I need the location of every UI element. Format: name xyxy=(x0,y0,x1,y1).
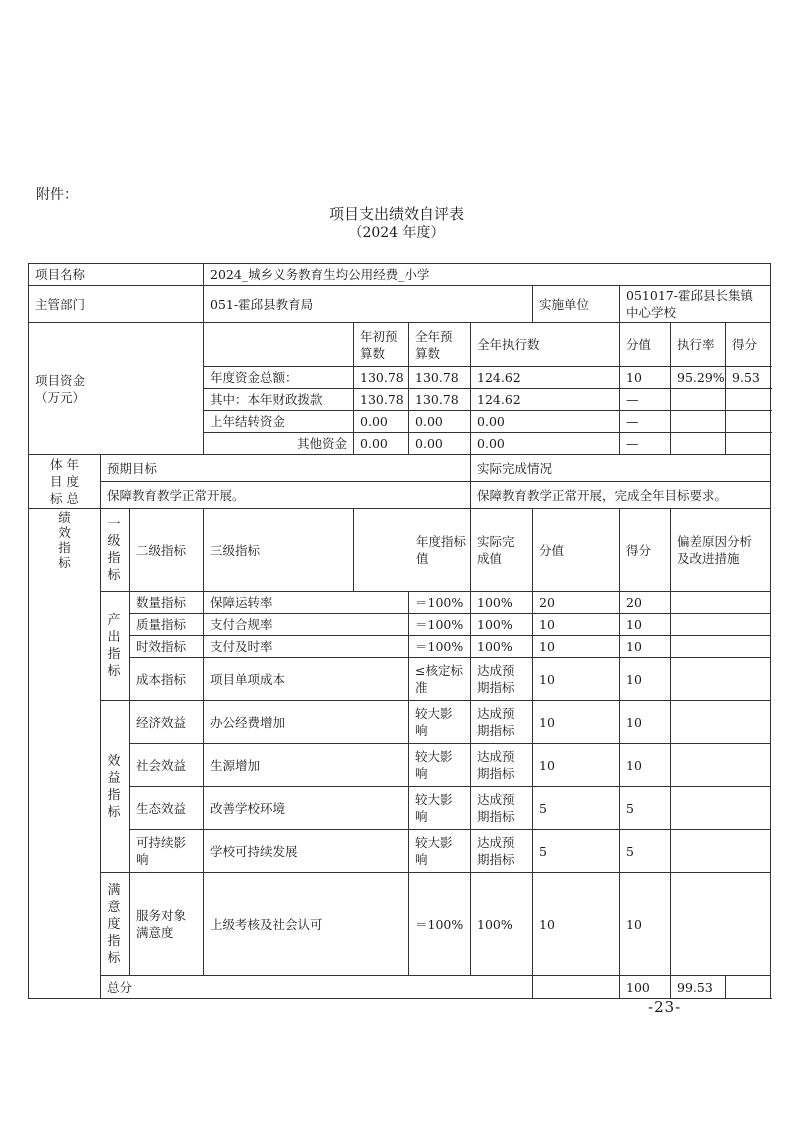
funds-row-score-value: — xyxy=(620,433,671,455)
funds-row-score xyxy=(726,433,771,455)
funds-row-executed: 0.00 xyxy=(471,433,620,455)
score-value-cell: 10 xyxy=(533,636,620,658)
project-name-label: 项目名称 xyxy=(29,264,204,286)
score-value-cell: 5 xyxy=(533,830,620,873)
funds-row-executed: 124.62 xyxy=(471,367,620,389)
indicators-label-text: 绩效指标 xyxy=(58,510,71,570)
score-cell: 10 xyxy=(620,614,671,636)
document-subtitle: （2024 年度） xyxy=(348,225,445,241)
actual-cell: 达成预期指标 xyxy=(471,701,533,744)
score-header: 得分 xyxy=(620,509,671,592)
funds-header-rate: 执行率 xyxy=(671,323,726,367)
actual-cell: 达成预期指标 xyxy=(471,787,533,830)
funds-row-initial: 130.78 xyxy=(354,389,409,411)
level3-cell: 上级考核及社会认可 xyxy=(204,873,409,976)
level3-cell: 办公经费增加 xyxy=(204,701,409,744)
deviation-cell xyxy=(671,830,771,873)
score-value-cell: 10 xyxy=(533,744,620,787)
score-value-cell: 10 xyxy=(533,614,620,636)
impl-label: 实施单位 xyxy=(533,286,620,323)
funds-label-line1: 项目资金 xyxy=(35,372,86,388)
score-cell: 10 xyxy=(620,701,671,744)
deviation-cell xyxy=(671,787,771,830)
funds-header-annual: 全年预算数 xyxy=(409,323,471,367)
deviation-cell xyxy=(671,592,771,614)
level1-header: 一级指标 xyxy=(101,509,130,592)
funds-header-executed: 全年执行数 xyxy=(471,323,620,367)
page-number: -23- xyxy=(648,998,682,1016)
dept-label: 主管部门 xyxy=(29,286,204,323)
funds-row-rate: 95.29% xyxy=(671,367,726,389)
funds-row-annual: 130.78 xyxy=(409,389,471,411)
funds-label xyxy=(29,323,204,455)
actual-cell: 100% xyxy=(471,614,533,636)
funds-header-score-value: 分值 xyxy=(620,323,671,367)
goals-expected-header: 预期目标 xyxy=(101,455,471,482)
funds-row-initial: 0.00 xyxy=(354,433,409,455)
funds-row-annual: 0.00 xyxy=(409,433,471,455)
target-cell: 较大影响 xyxy=(409,701,471,744)
target-cell: 较大影响 xyxy=(409,787,471,830)
level2-cell: 时效指标 xyxy=(130,636,204,658)
funds-row-executed: 124.62 xyxy=(471,389,620,411)
target-cell: 较大影响 xyxy=(409,744,471,787)
funds-row-name: 其他资金 xyxy=(204,433,354,455)
actual-cell: 100% xyxy=(471,873,533,976)
deviation-header: 偏差原因分析及改进措施 xyxy=(671,509,771,592)
goals-label-line2: 目 度 xyxy=(49,474,79,489)
funds-row-rate xyxy=(671,411,726,433)
level2-cell: 社会效益 xyxy=(130,744,204,787)
funds-row-score-value: — xyxy=(620,389,671,411)
department-row xyxy=(29,286,771,323)
funds-row-score xyxy=(726,411,771,433)
level3-cell: 学校可持续发展 xyxy=(204,830,409,873)
level2-cell: 生态效益 xyxy=(130,787,204,830)
indicator-row xyxy=(29,614,771,636)
score-cell: 5 xyxy=(620,830,671,873)
indicator-row xyxy=(29,787,771,830)
target-cell: ＝100% xyxy=(409,873,471,976)
funds-row-score-value: 10 xyxy=(620,367,671,389)
score-cell: 20 xyxy=(620,592,671,614)
level2-cell: 质量指标 xyxy=(130,614,204,636)
actual-cell: 100% xyxy=(471,636,533,658)
level3-cell: 支付合规率 xyxy=(204,614,409,636)
target-cell: ＝100% xyxy=(409,592,471,614)
actual-cell: 达成预期指标 xyxy=(471,658,533,701)
indicator-row xyxy=(29,830,771,873)
impl-value: 051017-霍邱县长集镇中心学校 xyxy=(620,286,771,323)
funds-row-annual: 0.00 xyxy=(409,411,471,433)
score-value-cell: 10 xyxy=(533,873,620,976)
total-label: 总分 xyxy=(101,976,533,999)
deviation-cell xyxy=(671,873,771,976)
document-title: 项目支出绩效自评表 xyxy=(328,205,464,223)
funds-row-annual: 130.78 xyxy=(409,367,471,389)
total-row xyxy=(29,976,771,999)
indicators-header-row xyxy=(29,509,771,592)
indicator-row xyxy=(29,658,771,701)
goals-actual-header: 实际完成情况 xyxy=(471,455,771,482)
funds-row-name: 其中：本年财政拨款 xyxy=(204,389,354,411)
indicator-row xyxy=(29,701,771,744)
score-cell: 10 xyxy=(620,658,671,701)
score-value-header: 分值 xyxy=(533,509,620,592)
deviation-cell xyxy=(671,701,771,744)
score-value-cell: 10 xyxy=(533,658,620,701)
target-cell: ＝100% xyxy=(409,614,471,636)
funds-row-name: 上年结转资金 xyxy=(204,411,354,433)
funds-header-score: 得分 xyxy=(726,323,771,367)
level1-cell: 满意度指标 xyxy=(101,873,130,976)
score-cell: 5 xyxy=(620,787,671,830)
total-blank xyxy=(533,976,620,999)
indicator-row xyxy=(29,744,771,787)
level3-cell: 保障运转率 xyxy=(204,592,409,614)
project-name-row xyxy=(29,264,771,286)
total-score-value: 100 xyxy=(620,976,671,999)
score-cell: 10 xyxy=(620,744,671,787)
funds-header-row xyxy=(29,323,771,367)
goals-label-line1: 体 年 xyxy=(49,457,79,472)
level3-cell: 支付及时率 xyxy=(204,636,409,658)
total-score: 99.53 xyxy=(671,976,726,999)
actual-cell: 达成预期指标 xyxy=(471,830,533,873)
funds-row-score: 9.53 xyxy=(726,367,771,389)
score-value-cell: 10 xyxy=(533,701,620,744)
performance-table xyxy=(28,263,771,999)
deviation-cell xyxy=(671,636,771,658)
deviation-cell xyxy=(671,614,771,636)
funds-header-blank xyxy=(204,323,354,367)
indicator-row xyxy=(29,592,771,614)
funds-header-initial: 年初预算数 xyxy=(354,323,409,367)
funds-row-initial: 0.00 xyxy=(354,411,409,433)
level2-cell: 可持续影响 xyxy=(130,830,204,873)
goals-expected-value: 保障教育教学正常开展。 xyxy=(101,482,471,509)
funds-label-line2: （万元） xyxy=(35,389,86,405)
goals-actual-value: 保障教育教学正常开展，完成全年目标要求。 xyxy=(471,482,771,509)
level2-cell: 服务对象满意度 xyxy=(130,873,204,976)
actual-cell: 100% xyxy=(471,592,533,614)
target-cell: ＝100% xyxy=(409,636,471,658)
funds-row-score-value: — xyxy=(620,411,671,433)
goals-label xyxy=(29,455,101,509)
level1-cell: 产出指标 xyxy=(101,592,130,701)
indicator-row xyxy=(29,873,771,976)
indicators-label xyxy=(29,509,101,999)
target-cell: ≤核定标准 xyxy=(409,658,471,701)
level3-header: 三级指标 xyxy=(204,509,354,592)
goals-header-row xyxy=(29,455,771,482)
target-header: 年度指标值 xyxy=(354,509,471,592)
deviation-cell xyxy=(671,744,771,787)
level2-cell: 数量指标 xyxy=(130,592,204,614)
goals-value-row xyxy=(29,482,771,509)
dept-value: 051-霍邱县教育局 xyxy=(204,286,533,323)
score-value-cell: 20 xyxy=(533,592,620,614)
indicator-row xyxy=(29,636,771,658)
score-cell: 10 xyxy=(620,873,671,976)
funds-row-score xyxy=(726,389,771,411)
level3-cell: 项目单项成本 xyxy=(204,658,409,701)
total-deviation xyxy=(726,976,771,999)
level3-cell: 生源增加 xyxy=(204,744,409,787)
funds-row-initial: 130.78 xyxy=(354,367,409,389)
score-value-cell: 5 xyxy=(533,787,620,830)
funds-row-executed: 0.00 xyxy=(471,411,620,433)
level2-cell: 经济效益 xyxy=(130,701,204,744)
funds-row-name: 年度资金总额： xyxy=(204,367,354,389)
attachment-label: 附件： xyxy=(36,187,78,203)
actual-cell: 达成预期指标 xyxy=(471,744,533,787)
deviation-cell xyxy=(671,658,771,701)
funds-row-rate xyxy=(671,433,726,455)
project-name-value: 2024_城乡义务教育生均公用经费_小学 xyxy=(204,264,771,286)
level2-cell: 成本指标 xyxy=(130,658,204,701)
funds-row-rate xyxy=(671,389,726,411)
score-cell: 10 xyxy=(620,636,671,658)
level3-cell: 改善学校环境 xyxy=(204,787,409,830)
target-cell: 较大影响 xyxy=(409,830,471,873)
actual-header: 实际完成值 xyxy=(471,509,533,592)
level2-header: 二级指标 xyxy=(130,509,204,592)
goals-label-line3: 标 总 xyxy=(49,491,79,506)
level1-cell: 效益指标 xyxy=(101,701,130,873)
